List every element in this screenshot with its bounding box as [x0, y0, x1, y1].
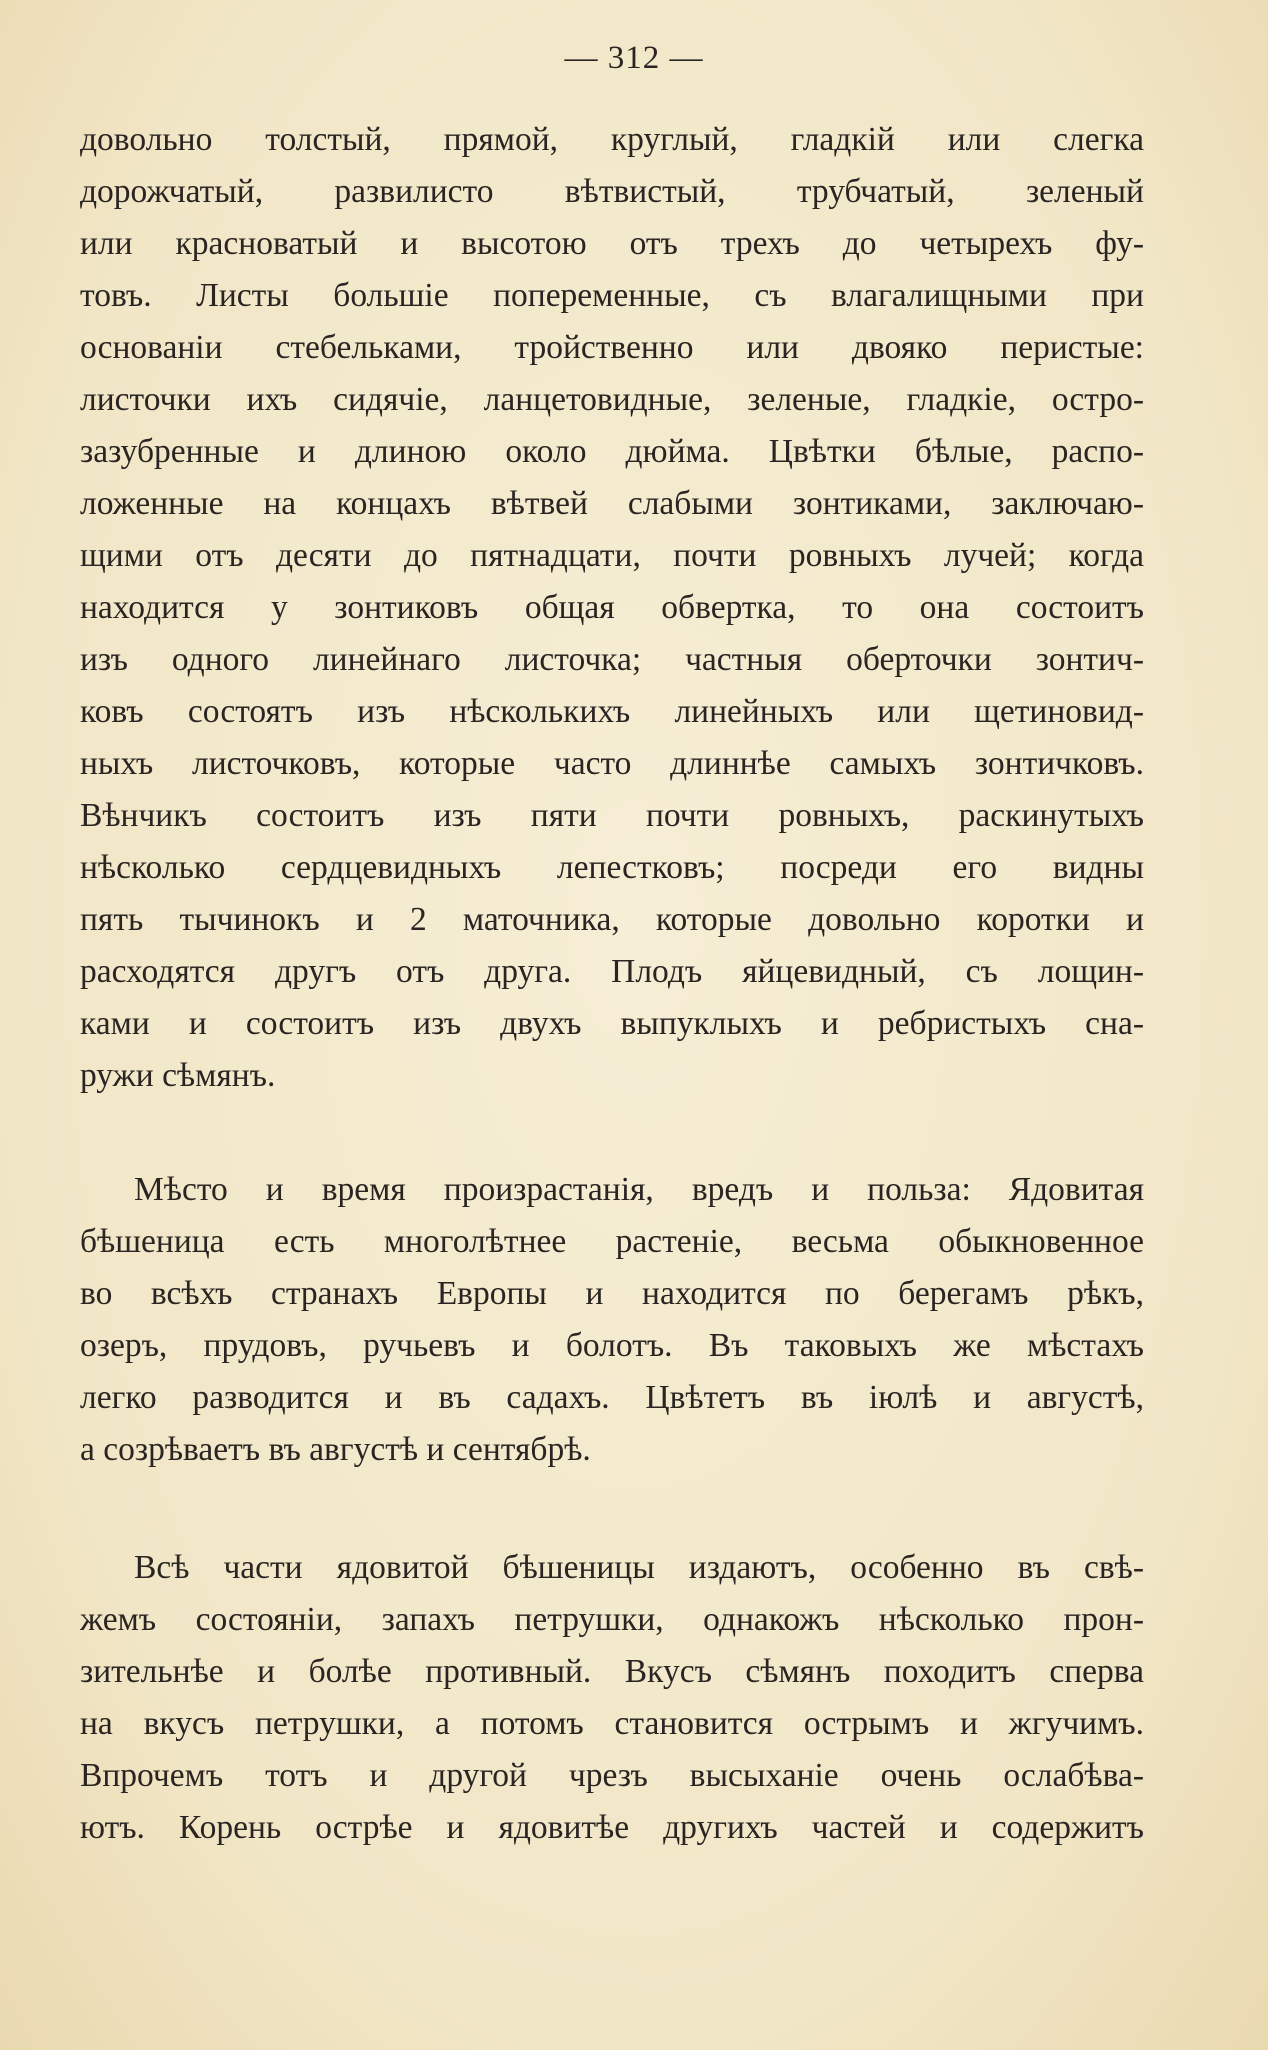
text-line: находится у зонтиковъ общая обвертка, то она состоитъ: [80, 589, 1144, 626]
text-line: ружи сѣмянъ.: [80, 1057, 276, 1094]
text-line: дорожчатый, развилисто вѣтвистый, трубчатый, зеленый: [80, 173, 1144, 210]
text-line: на вкусъ петрушки, а потомъ становится острымъ и жгучимъ.: [80, 1705, 1144, 1742]
text-line: ютъ. Корень острѣе и ядовитѣе другихъ частей и содержитъ: [80, 1809, 1144, 1846]
text-line: ковъ состоятъ изъ нѣсколькихъ линейныхъ или щетиновид-: [80, 693, 1144, 730]
text-line: Мѣсто и время произрастанія, вредъ и польза: Ядовитая: [134, 1171, 1144, 1208]
text-line: Впрочемъ тотъ и другой чрезъ высыханіе очень ослабѣва-: [80, 1757, 1144, 1794]
text-line: товъ. Листы большіе попеременные, съ влагалищными при: [80, 277, 1144, 314]
text-line: листочки ихъ сидячіе, ланцетовидные, зеленые, гладкіе, остро-: [80, 381, 1144, 418]
text-line: жемъ состояніи, запахъ петрушки, однакожъ нѣсколько прон-: [80, 1601, 1144, 1638]
text-line: довольно толстый, прямой, круглый, гладкій или слегка: [80, 121, 1144, 158]
text-line: ками и состоитъ изъ двухъ выпуклыхъ и ребристыхъ сна-: [80, 1005, 1144, 1042]
text-line: Вѣнчикъ состоитъ изъ пяти почти ровныхъ, раскинутыхъ: [80, 797, 1144, 834]
text-line: озеръ, прудовъ, ручьевъ и болотъ. Въ таковыхъ же мѣстахъ: [80, 1327, 1144, 1364]
text-line: основаніи стебельками, тройственно или двояко перистые:: [80, 329, 1144, 366]
paragraph-properties: [80, 1542, 1144, 1854]
text-line: легко разводится и въ садахъ. Цвѣтетъ въ іюлѣ и августѣ,: [80, 1379, 1144, 1416]
text-line: нѣсколько сердцевидныхъ лепестковъ; посреди его видны: [80, 849, 1144, 886]
text-line: зазубренные и длиною около дюйма. Цвѣтки бѣлые, распо-: [80, 433, 1144, 470]
text-line: ложенные на концахъ вѣтвей слабыми зонтиками, заключаю-: [80, 485, 1144, 522]
text-line: во всѣхъ странахъ Европы и находится по берегамъ рѣкъ,: [80, 1275, 1144, 1312]
paragraph-description: [80, 114, 1144, 1102]
text-line: ныхъ листочковъ, которые часто длиннѣе самыхъ зонтичковъ.: [80, 745, 1144, 782]
text-line: Всѣ части ядовитой бѣшеницы издаютъ, особенно въ свѣ-: [134, 1549, 1144, 1586]
text-line: изъ одного линейнаго листочка; частныя оберточки зонтич-: [80, 641, 1144, 678]
text-line: расходятся другъ отъ друга. Плодъ яйцевидный, съ лощин-: [80, 953, 1144, 990]
text-line: а созрѣваетъ въ августѣ и сентябрѣ.: [80, 1431, 591, 1468]
text-line: или красноватый и высотою отъ трехъ до четырехъ фу-: [80, 225, 1144, 262]
text-line: бѣшеница есть многолѣтнее растеніе, весьма обыкновенное: [80, 1223, 1144, 1260]
paragraph-habitat: [80, 1164, 1144, 1476]
page-number: — 312 —: [564, 40, 704, 76]
text-line: пять тычинокъ и 2 маточника, которые довольно коротки и: [80, 901, 1144, 938]
text-line: зительнѣе и болѣе противный. Вкусъ сѣмянъ походитъ сперва: [80, 1653, 1144, 1690]
text-line: щими отъ десяти до пятнадцати, почти ровныхъ лучей; когда: [80, 537, 1144, 574]
